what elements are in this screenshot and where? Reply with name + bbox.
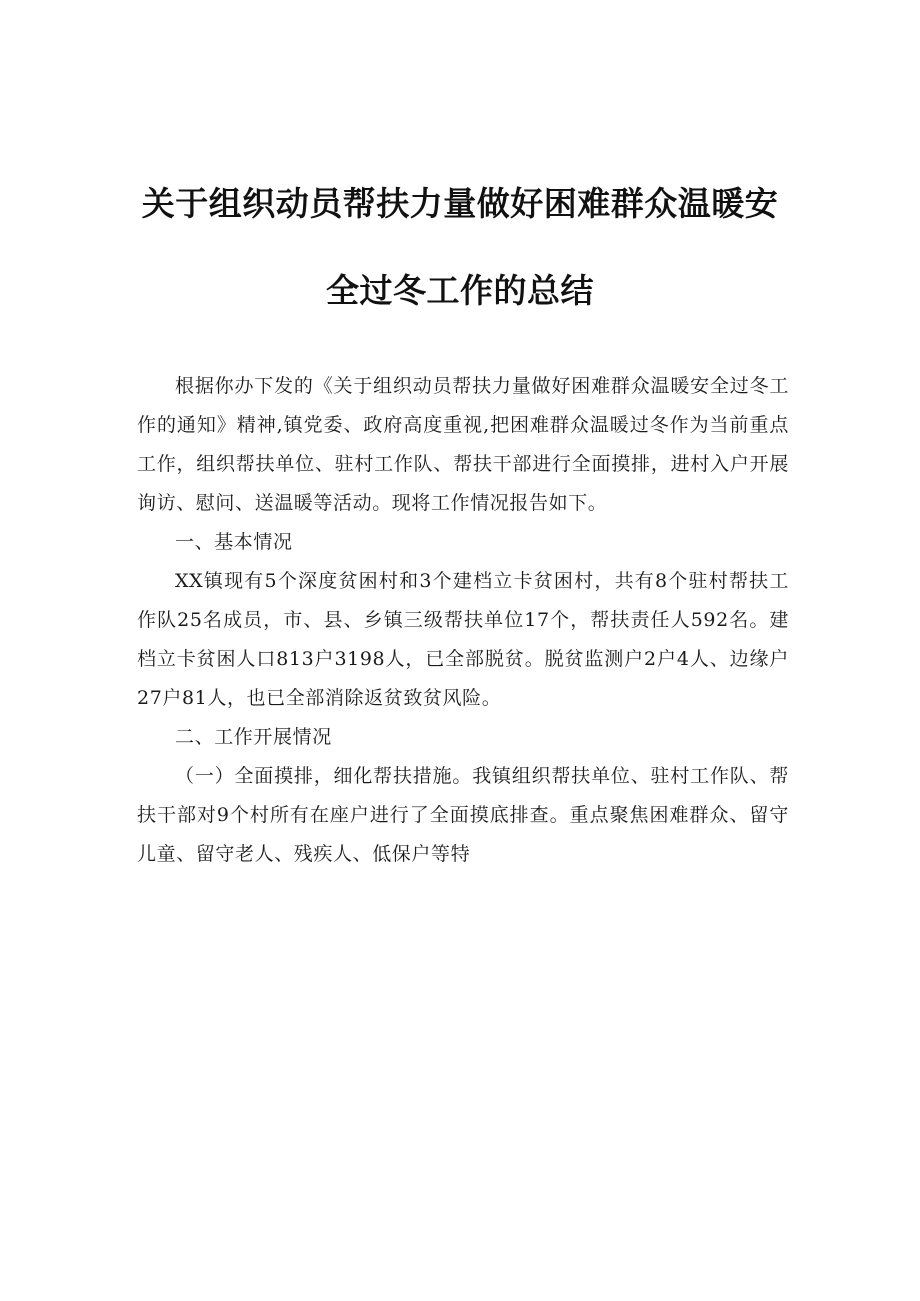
section-heading-basic: 一、基本情况 [175,531,293,553]
section-heading-work: 二、工作开展情况 [175,726,332,748]
document-title-line-1: 关于组织动员帮扶力量做好困难群众温暖安 [141,184,779,223]
paragraph-basic-situation: XX镇现有5个深度贫困村和3个建档立卡贫困村，共有8个驻村帮扶工作队25名成员，市、县、乡镇三级帮扶单位17个，帮扶责任人592名。建档立卡贫困人口813户3198人，已全部脱贫。脱贫监测户2户4人、边缘户27户81人，也已全部消除返贫致贫风险。 [137,570,789,709]
paragraph-work-item-1: （一）全面摸排，细化帮扶措施。我镇组织帮扶单位、驻村工作队、帮扶干部对9个村所有在座户进行了全面摸底排查。重点聚焦困难群众、留守儿童、留守老人、残疾人、低保户等特 [137,765,789,865]
paragraph-intro: 根据你办下发的《关于组织动员帮扶力量做好困难群众温暖安全过冬工作的通知》精神,镇党委、政府高度重视,把困难群众温暖过冬作为当前重点工作，组织帮扶单位、驻村工作队、帮扶干部进行全面摸排，进村入户开展询访、慰问、送温暖等活动。现将工作情况报告如下。 [137,375,789,514]
document-title-line-2: 全过冬工作的总结 [326,271,594,310]
document-body [137,367,789,874]
